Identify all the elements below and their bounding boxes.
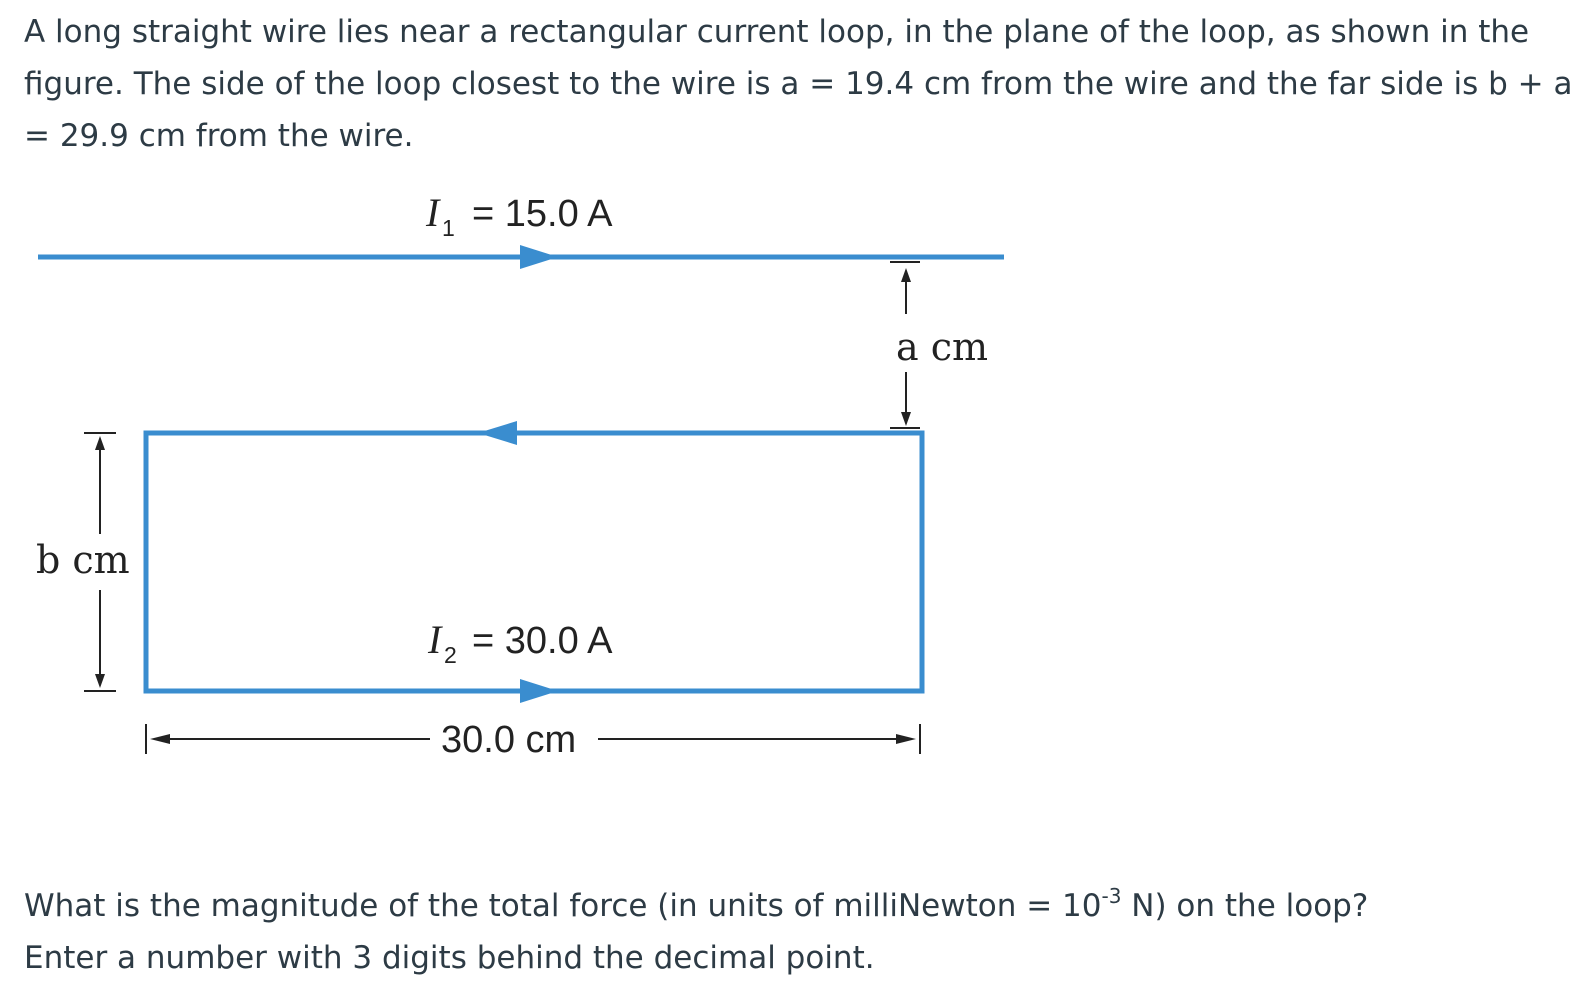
i2-value: = 30.0 A <box>472 620 613 662</box>
i1-subscript: 1 <box>442 215 455 241</box>
i1-value: = 15.0 A <box>472 193 613 235</box>
i1-symbol: I <box>426 190 440 235</box>
width-label: 30.0 cm <box>441 719 577 761</box>
wire-current-arrow <box>520 245 558 269</box>
b-label: b cm <box>36 538 130 582</box>
i2-symbol: I <box>428 617 442 662</box>
prompt-text-end: N) on the loop? <box>1121 888 1369 924</box>
loop-bottom-arrow <box>520 679 558 703</box>
question-intro: A long straight wire lies near a rectangular current loop, in the plane of the loop, as shown in the figure. The side of the loop closest to the wire is a = 19.4 cm from the wire and the far side is b + a = 29.9 cm from the wire. <box>24 14 1573 154</box>
question-prompt <box>24 870 1584 984</box>
prompt-text: What is the magnitude of the total force (in units of milliNewton = 10 <box>24 888 1102 924</box>
a-label: a cm <box>896 325 989 369</box>
loop-top-arrow <box>478 421 517 445</box>
prompt-exponent: -3 <box>1101 884 1122 908</box>
instruction-text: Enter a number with 3 digits behind the decimal point. <box>24 940 875 976</box>
i2-subscript: 2 <box>444 642 457 668</box>
